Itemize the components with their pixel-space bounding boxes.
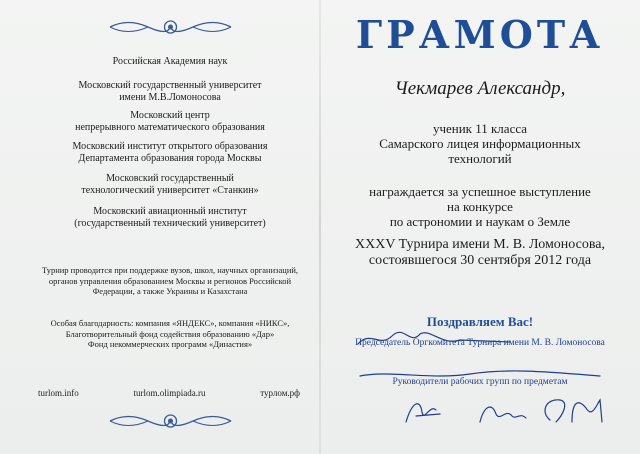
- org-mai-line2: (государственный технический университет): [74, 218, 266, 229]
- org-msu-line2: имени М.В.Ломоносова: [119, 92, 221, 103]
- tournament-info: [330, 237, 630, 269]
- congratulations: Поздравляем Вас!: [426, 314, 534, 329]
- certificate-title: ГРАМОТА: [355, 12, 605, 57]
- org-mccme-line2: непрерывного математического образования: [75, 122, 265, 133]
- org-mioo-line2: Департамента образования города Москвы: [78, 153, 262, 164]
- org-msu-line1: Московский государственный университет: [78, 80, 262, 91]
- org-mccme-line1: Московский центр: [130, 110, 210, 121]
- award-reason-line1: награждается за успешное выступление: [369, 184, 591, 199]
- org-stankin: [20, 173, 320, 197]
- award-reason-line2: на конкурсе: [447, 199, 513, 214]
- tournament-info-line2: состоявшегося 30 сентября 2012 года: [368, 253, 592, 268]
- student-info-line3: технологий: [448, 151, 512, 166]
- special-thanks-line3: Фонд некоммерческих программ «Династия»: [87, 339, 253, 349]
- link-turlom-olimpiada[interactable]: turlom.olimpiada.ru: [133, 388, 206, 398]
- support-note: [30, 265, 310, 297]
- student-info-line2: Самарского лицея информационных: [379, 136, 581, 151]
- org-stankin-line1: Московский государственный: [106, 173, 234, 184]
- leaders-caption: Руководители рабочих групп по предметам: [392, 377, 568, 387]
- org-mai-line1: Московский авиационный институт: [93, 206, 247, 217]
- top-ornament-icon: [108, 16, 233, 38]
- bottom-ornament-icon: [108, 410, 233, 432]
- student-info: [330, 121, 630, 166]
- recipient-name: Чекмарев Александр,: [394, 78, 566, 99]
- org-msu: [20, 80, 320, 104]
- student-info-line1: ученик 11 класса: [432, 121, 528, 136]
- chairman-caption: Председатель Оргкомитета Турнира имени М. В. Ломоносова: [355, 338, 605, 348]
- org-mioo: [20, 141, 320, 165]
- org-mccme: [20, 110, 320, 134]
- special-thanks: [30, 318, 310, 350]
- org-mioo-line1: Московский институт открытого образования: [72, 141, 268, 152]
- org-ras: Российская Академия наук: [112, 56, 228, 67]
- special-thanks-line2: Благотворительный фонд содействия образованию «Дар»: [65, 328, 275, 339]
- org-mai: [20, 206, 320, 230]
- link-turlom-info[interactable]: turlom.info: [38, 388, 79, 398]
- website-links: [38, 388, 300, 398]
- link-turlom-rf[interactable]: турлом.рф: [260, 388, 300, 398]
- tournament-info-line1: XXXV Турнира имени М. В. Ломоносова,: [354, 237, 605, 252]
- special-thanks-line1: Особая благодарность: компания «ЯНДЕКС», компания «НИКС»,: [50, 318, 290, 328]
- award-reason: [330, 184, 630, 229]
- support-note-line1: Турнир проводится при поддержке вузов, школ, научных организаций,: [41, 265, 299, 275]
- right-panel: [330, 0, 630, 454]
- support-note-line2: органов управления образованием Москвы и регионов Российской: [48, 275, 292, 286]
- left-panel: [20, 0, 320, 454]
- org-stankin-line2: технологический университет «Станкин»: [81, 185, 259, 196]
- support-note-line3: Федерации, а также Украины и Казахстана: [92, 286, 248, 296]
- leaders-signatures: [400, 392, 620, 432]
- award-reason-line3: по астрономии и наукам о Земле: [389, 214, 571, 229]
